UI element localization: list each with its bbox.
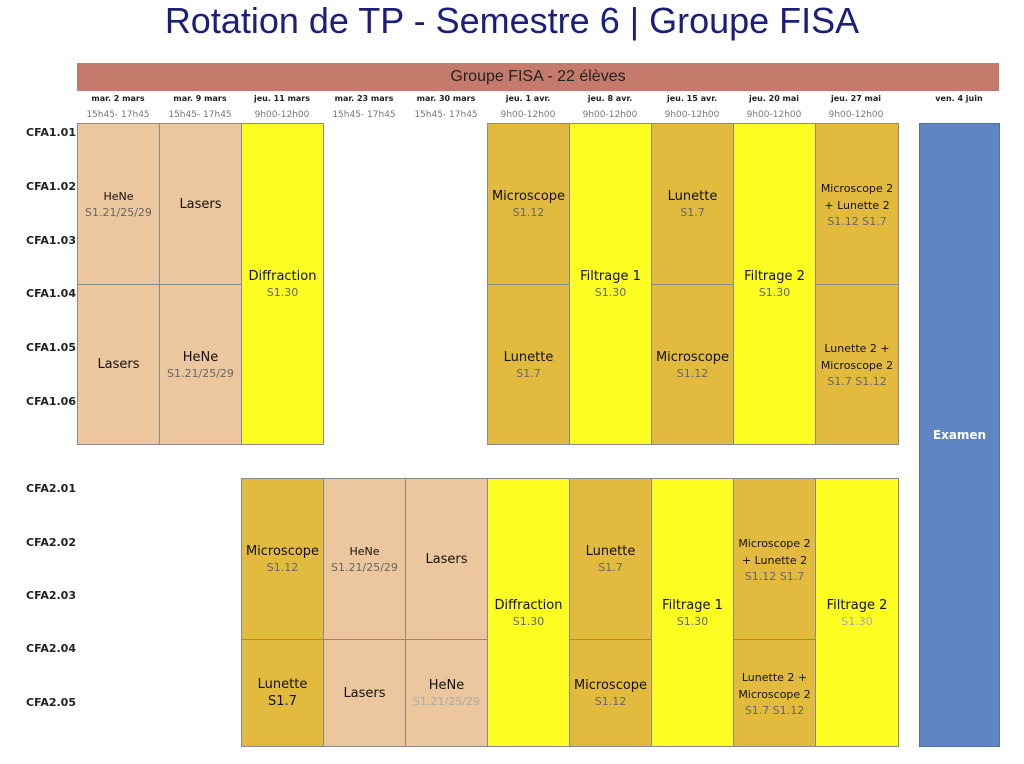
exam-label: Examen [932,428,987,442]
session-name: Lunette [257,677,308,692]
row-label: CFA2.02 [26,536,76,549]
session-room: S1.12 [512,206,545,219]
session-room: S1.30 [594,286,627,299]
session-room: S1.30 [676,614,709,628]
session-cell [323,639,406,747]
session-name: Microscope 2 [738,536,811,550]
session-room: S1.30 [512,614,545,628]
session-room: S1.7 [268,694,297,709]
date-header: mar. 23 mars [334,94,394,103]
session-name: Diffraction [494,597,563,613]
session-name: Filtrage 2 [826,597,888,613]
session-name: Lunette [585,544,636,559]
session-cell [815,284,899,445]
session-cell [651,123,734,285]
session-cell [77,284,160,445]
session-name: Diffraction [248,269,317,284]
session-cell [651,284,734,445]
row-label: CFA2.03 [26,589,76,602]
session-name: Lunette [503,349,554,365]
session-cell [487,123,570,285]
session-name: Microscope 2 [738,687,811,701]
session-room: S1.12 S1.7 [827,214,887,228]
session-name: + Lunette 2 [824,198,890,212]
session-cell [733,123,816,445]
date-header: mar. 30 mars [416,94,476,103]
session-cell [241,123,324,445]
session-cell [569,639,652,747]
session-room: S1.21/25/29 [167,366,234,380]
time-header: 9h00-12h00 [664,110,720,120]
date-header: jeu. 27 mai [830,94,882,103]
session-name: HeNe [428,678,465,693]
row-label: CFA2.01 [26,482,76,495]
session-room: S1.30 [266,286,299,299]
session-room: S1.7 S1.12 [744,703,805,717]
session-cell [733,478,816,640]
session-cell [815,478,899,747]
time-header: 15h45- 17h45 [168,110,232,120]
session-room: S1.30 [841,614,873,628]
session-room: S1.12 S1.7 [744,569,805,583]
page-title: Rotation de TP - Semestre 6 | Groupe FISA [164,0,860,41]
date-header: jeu. 8 avr. [587,94,633,103]
session-name: Microscope 2 [820,181,894,195]
time-header: 15h45- 17h45 [414,110,478,120]
session-name: Microscope [573,678,648,693]
date-header: jeu. 15 avr. [666,94,718,103]
session-room: S1.21/25/29 [413,695,480,708]
session-cell [405,478,488,640]
session-name: Filtrage 1 [662,597,723,613]
session-name: HeNe [349,545,380,558]
date-header: mar. 2 mars [91,94,145,103]
session-name: Microscope [655,349,730,365]
row-label: CFA1.02 [26,180,76,193]
row-label: CFA1.03 [26,234,76,247]
session-cell [241,639,324,747]
session-name: Lasers [97,357,140,372]
time-header: 15h45- 17h45 [332,110,396,120]
session-room: S1.7 [680,206,705,219]
row-label: CFA1.01 [26,126,76,139]
session-name: Microscope [491,189,566,204]
session-name: Microscope [245,544,320,559]
session-name: HeNe [182,349,219,365]
session-cell [487,478,570,747]
row-label: CFA1.06 [26,395,76,408]
session-cell [323,478,406,640]
exam-cell [919,123,1000,747]
session-room: S1.7 [516,366,541,380]
row-label: CFA2.05 [26,696,76,709]
session-room: S1.7 [598,561,623,574]
time-header: 9h00-12h00 [828,110,884,120]
session-name: Filtrage 1 [580,269,641,284]
session-room: S1.12 [266,561,299,574]
date-header: mar. 9 mars [173,94,227,103]
session-name: Filtrage 2 [744,269,805,284]
session-name: Lasers [343,685,386,701]
session-cell [569,123,652,445]
time-header: 9h00-12h00 [582,110,638,120]
row-label: CFA1.04 [26,287,76,300]
time-header: 15h45- 17h45 [86,110,150,120]
date-header: ven. 4 juin [935,94,983,103]
session-cell [651,478,734,747]
group-banner: Groupe FISA - 22 élèves [77,63,999,91]
session-cell [569,478,652,640]
row-label: CFA1.05 [26,341,76,354]
session-name: Lunette 2 + [741,670,808,684]
session-room: S1.21/25/29 [85,206,152,219]
session-cell [159,123,242,285]
time-header: 9h00-12h00 [254,110,310,120]
time-header: 9h00-12h00 [746,110,802,120]
session-room: S1.12 [594,695,627,708]
session-name: Lunette 2 + [824,342,890,355]
session-cell [815,123,899,285]
session-cell [77,123,160,285]
session-room: S1.12 [676,366,709,380]
time-header: 9h00-12h00 [500,110,556,120]
session-cell [733,639,816,747]
session-name: + Lunette 2 [741,553,808,567]
session-cell [487,284,570,445]
session-room: S1.30 [758,286,791,299]
row-label: CFA2.04 [26,642,76,655]
session-cell [241,478,324,640]
date-header: jeu. 20 mai [748,94,800,103]
session-room: S1.21/25/29 [331,561,398,574]
date-header: jeu. 11 mars [253,94,311,103]
session-name: Lunette [667,189,718,204]
session-name: HeNe [103,190,134,203]
session-cell [405,639,488,747]
session-cell [159,284,242,445]
session-name: Lasers [179,196,222,212]
session-room: S1.7 S1.12 [827,375,887,388]
session-name: Lasers [425,551,468,567]
date-header: jeu. 1 avr. [505,94,551,103]
session-name: Microscope 2 [820,359,894,372]
